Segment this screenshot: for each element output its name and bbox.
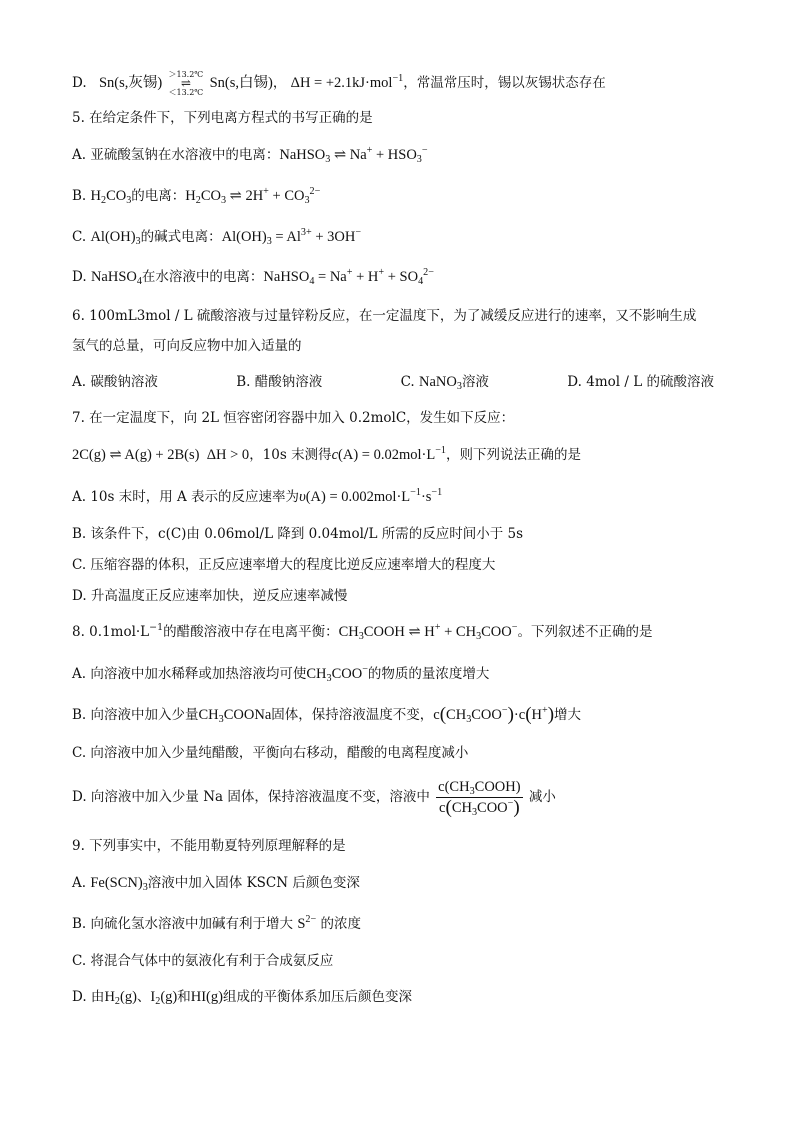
q8-option-c: C. 向溶液中加入少量纯醋酸，平衡向右移动，醋酸的电离程度减小 xyxy=(72,745,469,761)
q7-option-a: A. 10s 末时，用 A 表示的反应速率为$\upsilon(A) = 0.002mol\cdot L^{-1}\cdot s^{-1}$ xyxy=(72,487,443,505)
q9-option-c: C. 将混合气体中的氨液化有利于合成氨反应 xyxy=(72,953,334,969)
q8-option-d: D. 向溶液中加入少量 Na 固体，保持溶液温度不变，溶液中 $\frac{c(CH_3COOH)}{c(CH_3COO^-)}$ 减小 xyxy=(72,779,556,818)
q6-stem-line2: 氢气的总量，可向反应物中加入适量的 xyxy=(72,338,302,354)
equilibrium-arrow: ＞13.2℃ ⇌ ＜13.2℃ xyxy=(168,70,204,97)
q6-option-c: C. NaNO$_3$溶液 xyxy=(400,374,489,392)
q5-option-a: A. 亚硫酸氢钠在水溶液中的电离：NaHSO$_3$ ⇌ $Na^+ + HSO_3^-$ xyxy=(72,145,428,165)
q7-option-c: C. 压缩容器的体积，正反应速率增大的程度比逆反应速率增大的程度大 xyxy=(72,557,496,573)
q8-option-b: B. 向溶液中加入少量$CH_3COONa$固体，保持溶液温度不变，$c(CH_3COO^-)\cdot c(H^+)$增大 xyxy=(72,704,582,725)
q5-option-c: C. $Al(OH)_3$的碱式电离：$Al(OH)_3 = Al^{3+} + 3OH^-$ xyxy=(72,227,362,247)
q7-equation: 2C(g) ⇌ A(g) + 2B(s) ΔH > 0，10s 末测得$c(A) = 0.02mol\cdot L^{-1}$，则下列说法正确的是 xyxy=(72,445,581,463)
concentration-fraction: $\frac{c(CH_3COOH)}{c(CH_3COO^-)}$ xyxy=(438,779,521,818)
q6-stem-line1: 6. 100mL3mol / L 硫酸溶液与过量锌粉反应，在一定温度下，为了减缓反应进行的速率，又不影响生成 xyxy=(72,308,697,324)
q7-option-d: D. 升高温度正反应速率加快，逆反应速率减慢 xyxy=(72,588,348,604)
q5-option-d: D. NaHSO$_4$在水溶液中的电离：NaHSO$_4$ = $Na^+ + H^+ + SO_4^{2-}$ xyxy=(72,267,434,287)
q4-option-d: D. Sn(s,灰锡) ＞13.2℃ ⇌ ＜13.2℃ Sn(s,白锡)， ΔH = +2.1kJ·mol$^{-1}$，常温常压时，锡以灰锡状态存在 xyxy=(72,70,606,97)
q5-option-b: B. $H_2CO_3$的电离：$H_2CO_3$ ⇌ $2H^+ + CO_3^{2-}$ xyxy=(72,186,321,206)
q7-stem: 7. 在一定温度下，向 2L 恒容密闭容器中加入 0.2molC，发生如下反应： xyxy=(72,410,515,426)
q6-option-a: A. 碳酸钠溶液 xyxy=(72,374,158,390)
q6-option-b: B. 醋酸钠溶液 xyxy=(236,374,323,390)
q9-stem: 9. 下列事实中，不能用勒夏特列原理解释的是 xyxy=(72,838,346,854)
q9-option-b: B. 向硫化氢水溶液中加碱有利于增大 $S^{2-}$ 的浓度 xyxy=(72,914,361,932)
q5-stem: 5. 在给定条件下，下列电离方程式的书写正确的是 xyxy=(72,110,373,126)
q7-option-b: B. 该条件下，c(C)由 0.06mol/L 降到 0.04mol/L 所需的反应时间小于 5s xyxy=(72,526,524,542)
q6-option-d: D. 4mol / L 的硫酸溶液 xyxy=(567,374,714,390)
q9-option-a: A. $Fe(SCN)_3$溶液中加入固体 KSCN 后颜色变深 xyxy=(72,875,360,893)
q8-option-a: A. 向溶液中加水稀释或加热溶液均可使$CH_3COO^-$的物质的量浓度增大 xyxy=(72,664,490,684)
q6-options xyxy=(72,372,714,392)
q8-stem: 8. $0.1mol\cdot L^{-1}$的醋酸溶液中存在电离平衡：$CH_3COOH$ ⇌ $H^+ + CH_3COO^-$。下列叙述不正确的是 xyxy=(72,622,653,642)
q9-option-d: D. 由$H_2(g)$、$I_2(g)$和HI(g)组成的平衡体系加压后颜色变深 xyxy=(72,989,412,1007)
